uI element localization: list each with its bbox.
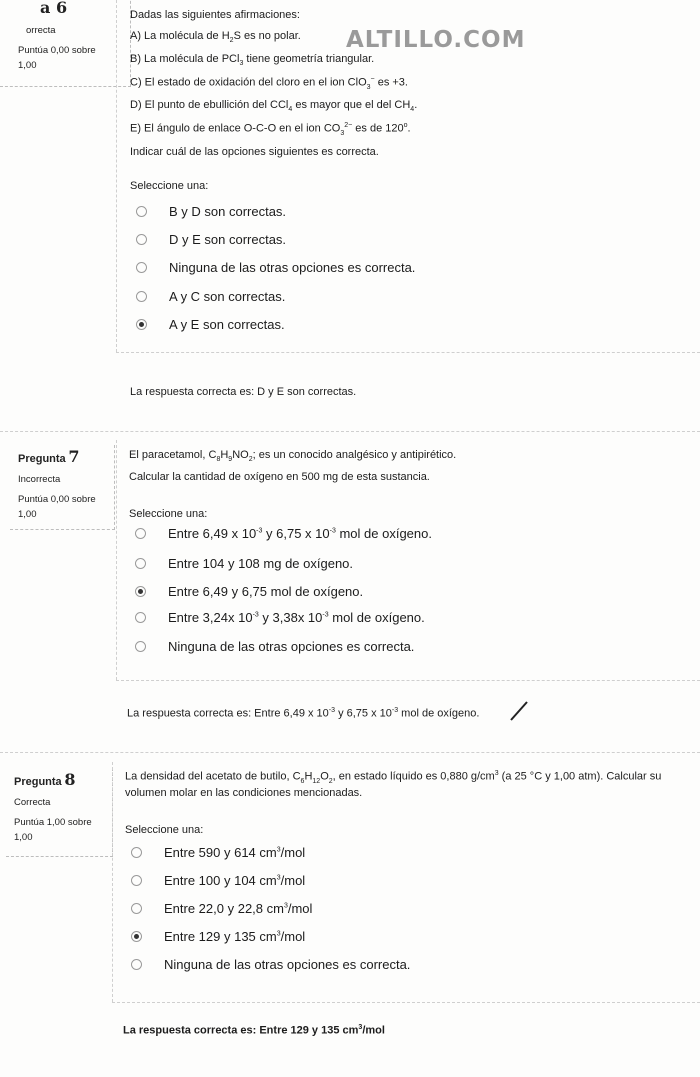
radio-selected-icon[interactable] (135, 586, 146, 597)
q8-correct-answer: La respuesta correcta es: Entre 129 y 135 $cm^3$/mol (123, 1024, 385, 1037)
q6-statement-e: E) El ángulo de enlace O-C-O en el ion $CO_3^{2-}$ es de 120$^o$. (130, 122, 411, 137)
radio-icon[interactable] (131, 903, 142, 914)
q6-state: orrecta (26, 25, 56, 36)
q6-option-3-label: Ninguna de las otras opciones es correcta. (169, 260, 416, 275)
q6-option-5-label: A y E son correctas. (169, 317, 285, 332)
q6-option-4-label: A y C son correctas. (169, 289, 286, 304)
q7-option-1-label: Entre 6,49 x $10^{-3}$ y 6,75 x $10^{-3}$ mol de oxígeno. (168, 526, 432, 541)
q6-option-1-label: B y D son correctas. (169, 204, 287, 219)
q8-option-1-label: Entre 590 y 614 $cm^3$/mol (164, 845, 306, 860)
q6-option-1[interactable] (136, 204, 286, 219)
radio-icon[interactable] (135, 612, 146, 623)
q6-option-5[interactable] (136, 317, 285, 332)
q6-divider (116, 0, 117, 352)
q6-option-4[interactable] (136, 289, 285, 304)
q6-option-3[interactable] (136, 260, 415, 275)
radio-icon[interactable] (136, 234, 147, 245)
q7-number: Pregunta 7 (18, 447, 80, 466)
q6-statement-c: C) El estado de oxidación del cloro en el ion ClO$_3$− es +3. (130, 76, 408, 91)
q7-text-2: Calcular la cantidad de oxígeno en 500 mg de esta sustancia. (129, 471, 430, 483)
q7-option-5-label: Ninguna de las otras opciones es correcta. (168, 639, 415, 654)
q8-number: Pregunta 8 (14, 770, 76, 789)
q8-option-3[interactable] (131, 901, 312, 916)
q8-divider (112, 762, 113, 1002)
q6-option-2-label: D y E son correctas. (169, 232, 287, 247)
radio-icon[interactable] (135, 528, 146, 539)
radio-icon[interactable] (136, 262, 147, 273)
radio-icon[interactable] (135, 641, 146, 652)
q6-score-label: Puntúa 0,00 sobre (18, 45, 96, 57)
check-mark-icon (509, 700, 529, 722)
q8-state: Correcta (14, 797, 51, 808)
q6-statement-a: A) La molécula de $H_2S$ es no polar. (130, 30, 301, 45)
q6-option-2[interactable] (136, 232, 286, 247)
q8-option-5[interactable] (131, 957, 410, 972)
radio-icon[interactable] (136, 206, 147, 217)
radio-icon[interactable] (131, 847, 142, 858)
q8-option-4-label: Entre 129 y 135 $cm^3$/mol (164, 929, 306, 944)
q6-separator (116, 352, 700, 353)
radio-icon[interactable] (136, 291, 147, 302)
q7-option-4[interactable] (135, 610, 425, 625)
radio-selected-icon[interactable] (136, 319, 147, 330)
q7-option-4-label: Entre 3,24x $10^{-3}$ y 3,38x $10^{-3}$ mol de oxígeno. (168, 610, 425, 625)
q8-option-3-label: Entre 22,0 y 22,8 $cm^3$/mol (164, 901, 313, 916)
q7-option-2-label: Entre 104 y 108 mg de oxígeno. (168, 556, 354, 571)
q7-option-2[interactable] (135, 556, 353, 571)
q6-select-label: Seleccione una: (130, 180, 209, 192)
q7-score-label: Puntúa 0,00 sobre (18, 494, 96, 506)
q8-option-2[interactable] (131, 873, 305, 888)
q8-option-2-label: Entre 100 y 104 $cm^3$/mol (164, 873, 306, 888)
q7-correct-answer: La respuesta correcta es: Entre 6,49 x $10^{-3}$ y 6,75 x $10^{-3}$ mol de oxígeno. (127, 707, 480, 720)
q6-statement-d: D) El punto de ebullición del CCl$_4$ es mayor que el del $CH_4$. (130, 99, 418, 114)
q6-score-max: 1,00 (18, 59, 37, 71)
q6-info-box (0, 0, 131, 87)
q8-option-5-label: Ninguna de las otras opciones es correcta. (164, 957, 411, 972)
q8-text-1: La densidad del acetato de butilo, $C_6H_{12}O_2$, en estado líquido es 0,880 $g/cm^3$ (a 25 °C y 1,00 atm). Calcular su (125, 770, 662, 785)
q7-state: Incorrecta (18, 474, 61, 485)
q8-score-max: 1,00 (14, 831, 33, 843)
q8-score-label: Puntúa 1,00 sobre (14, 817, 92, 829)
q7-info-box (10, 445, 115, 530)
q6-correct-answer: La respuesta correcta es: D y E son correctas. (130, 386, 357, 398)
radio-selected-icon[interactable] (131, 931, 142, 942)
q8-separator (112, 1002, 700, 1003)
q6-number: a 6 (40, 0, 68, 17)
q8-text-2: volumen molar en las condiciones mencionadas. (125, 787, 363, 799)
q6-intro: Dadas las siguientes afirmaciones: (130, 9, 300, 21)
radio-icon[interactable] (131, 959, 142, 970)
radio-icon[interactable] (131, 875, 142, 886)
q7-option-5[interactable] (135, 639, 414, 654)
watermark-text: ALTILLO.COM (346, 27, 526, 53)
radio-icon[interactable] (135, 558, 146, 569)
q8-info-box (6, 768, 113, 857)
q7-option-3-label: Entre 6,49 y 6,75 mol de oxígeno. (168, 584, 364, 599)
q6-statement-b: B) La molécula de PCl$_3$ tiene geometría triangular. (130, 53, 375, 68)
q7-select-label: Seleccione una: (129, 508, 208, 520)
q7-text-1: El paracetamol, $C_8H_9NO_2$; es un conocido analgésico y antipirético. (129, 449, 457, 464)
q7-option-1[interactable] (135, 526, 432, 541)
q7-divider (116, 440, 117, 680)
q7-q8-separator (0, 752, 700, 753)
q6-q7-separator (0, 431, 700, 432)
q7-separator (116, 680, 700, 681)
q8-select-label: Seleccione una: (125, 824, 204, 836)
q8-option-1[interactable] (131, 845, 305, 860)
q7-score-max: 1,00 (18, 508, 37, 520)
q7-option-3[interactable] (135, 584, 363, 599)
q8-option-4[interactable] (131, 929, 305, 944)
q6-prompt: Indicar cuál de las opciones siguientes es correcta. (130, 146, 379, 158)
